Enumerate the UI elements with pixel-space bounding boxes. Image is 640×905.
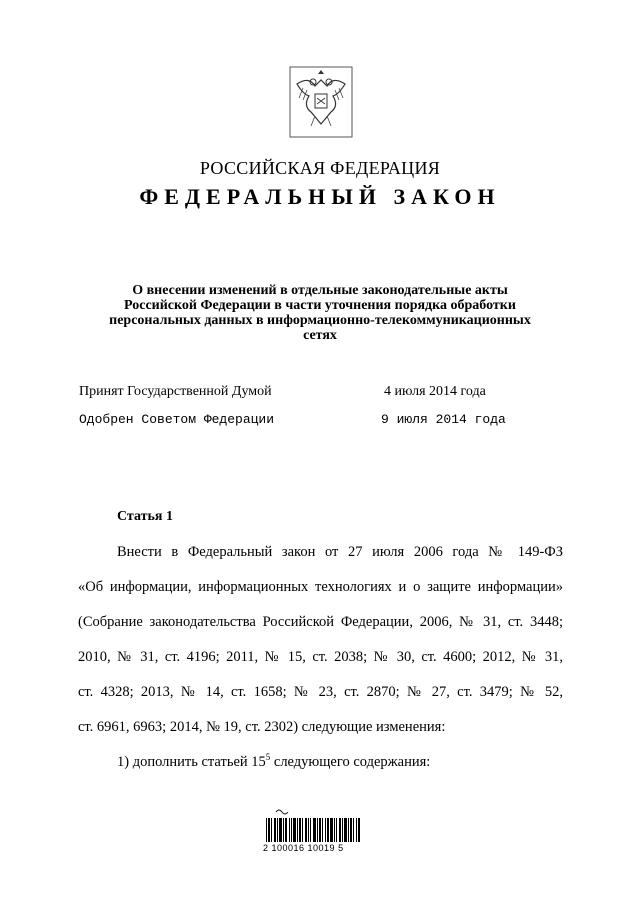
article-line: 2010, № 31, ст. 4196; 2011, № 15, ст. 2038; № 30, ст. 4600; 2012, № 31,	[78, 649, 563, 665]
law-type-heading: ФЕДЕРАЛЬНЫЙ ЗАКОН	[139, 184, 501, 209]
law-title-line: О внесении изменений в отдельные законодательные акты	[132, 283, 508, 298]
article-line: Внести в Федеральный закон от 27 июля 2006 года № 149-ФЗ	[117, 544, 563, 560]
article-line: ст. 4328; 2013, № 14, ст. 1658; № 23, ст. 2870; № 27, ст. 3479; № 52,	[78, 684, 563, 700]
law-title-line: Российской Федерации в части уточнения порядка обработки	[124, 298, 516, 313]
article-heading: Статья 1	[117, 509, 173, 524]
law-title-line: сетях	[303, 328, 337, 343]
law-title	[90, 283, 550, 343]
coat-of-arms-icon	[289, 66, 353, 138]
law-title-line: персональных данных в информационно-телекоммуникационных	[109, 313, 531, 328]
barcode-number: 2 100016 10019 5	[263, 843, 344, 853]
approved-by-council-date: 9 июля 2014 года	[381, 412, 506, 427]
superscript: 5	[265, 752, 271, 762]
approved-by-council-label: Одобрен Советом Федерации	[79, 412, 275, 427]
article-line: (Собрание законодательства Российской Федерации, 2006, № 31, ст. 3448;	[78, 614, 563, 630]
adopted-by-duma-label: Принят Государственной Думой	[79, 384, 272, 399]
country-name: РОССИЙСКАЯ ФЕДЕРАЦИЯ	[199, 158, 441, 178]
list-item	[117, 752, 430, 771]
list-item-text: 1) дополнить статьей 15	[117, 753, 266, 770]
article-line: ст. 6961, 6963; 2014, № 19, ст. 2302) следующие изменения:	[78, 719, 446, 735]
barcode	[256, 808, 388, 868]
list-item-text: следующего содержания:	[270, 753, 431, 770]
article-line: «Об информации, информационных технологиях и о защите информации»	[78, 579, 563, 595]
adopted-by-duma-date: 4 июля 2014 года	[384, 384, 486, 399]
